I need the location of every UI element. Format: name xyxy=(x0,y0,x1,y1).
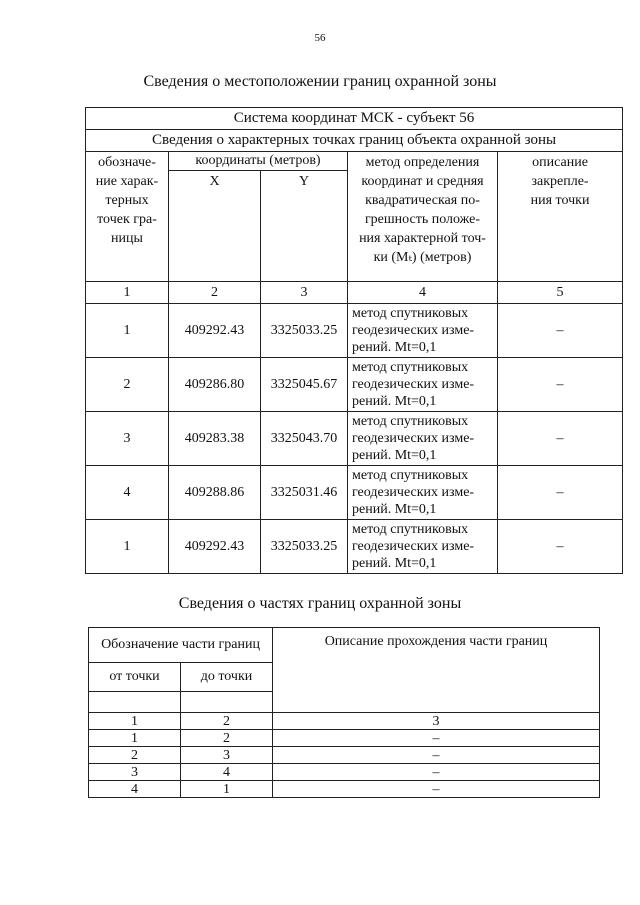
header-point-designation: обозначе- ние харак- терных точек гра- ницы xyxy=(86,152,169,282)
point-cell: 1 xyxy=(86,520,169,574)
page-number: 56 xyxy=(314,32,326,44)
y-cell: 3325033.25 xyxy=(261,520,348,574)
description-cell: – xyxy=(498,412,623,466)
to-cell: 3 xyxy=(181,747,273,764)
column-index: 1 xyxy=(86,282,169,304)
header-y: Y xyxy=(261,171,348,282)
x-cell: 409283.38 xyxy=(169,412,261,466)
method-cell: метод спутниковых геодезических изме- рений. Mt=0,1 xyxy=(348,466,498,520)
header-method: метод определения координат и средняя квадратическая по- грешность положе- ния характерной точ- ки (Mₜ) (метров) xyxy=(348,152,498,282)
table-row xyxy=(86,412,623,466)
to-cell: 2 xyxy=(181,713,273,730)
desc-cell: – xyxy=(273,781,600,798)
x-cell: 409286.80 xyxy=(169,358,261,412)
section-heading-boundaries: Сведения о местоположении границ охранной зоны xyxy=(143,73,497,90)
points-table xyxy=(85,107,623,574)
method-cell: метод спутниковых геодезических изме- рений. Mt=0,1 xyxy=(348,412,498,466)
y-cell: 3325031.46 xyxy=(261,466,348,520)
desc-cell: – xyxy=(273,730,600,747)
table-row xyxy=(89,747,600,764)
header-from-point: от точки xyxy=(89,663,181,692)
x-cell: 409292.43 xyxy=(169,520,261,574)
from-cell: 4 xyxy=(89,781,181,798)
table-row xyxy=(89,713,600,730)
from-cell: 2 xyxy=(89,747,181,764)
to-cell: 1 xyxy=(181,781,273,798)
method-cell: метод спутниковых геодезических изме- рений. Mt=0,1 xyxy=(348,304,498,358)
points-table-title: Сведения о характерных точках границ объекта охранной зоны xyxy=(86,130,623,152)
parts-table xyxy=(88,627,600,798)
point-cell: 1 xyxy=(86,304,169,358)
header-to-point: до точки xyxy=(181,663,273,692)
header-description: описание закрепле- ния точки xyxy=(498,152,623,282)
y-cell: 3325043.70 xyxy=(261,412,348,466)
desc-cell: 3 xyxy=(273,713,600,730)
header-x: X xyxy=(169,171,261,282)
y-cell: 3325045.67 xyxy=(261,358,348,412)
table-row xyxy=(86,304,623,358)
desc-cell: – xyxy=(273,747,600,764)
header-coordinates: координаты (метров) xyxy=(169,152,348,171)
section-heading-parts: Сведения о частях границ охранной зоны xyxy=(178,595,462,612)
header-spacer xyxy=(89,692,181,713)
table-row xyxy=(89,730,600,747)
y-cell: 3325033.25 xyxy=(261,304,348,358)
to-cell: 4 xyxy=(181,764,273,781)
from-cell: 1 xyxy=(89,730,181,747)
header-spacer xyxy=(181,692,273,713)
column-index: 4 xyxy=(348,282,498,304)
point-cell: 3 xyxy=(86,412,169,466)
from-cell: 1 xyxy=(89,713,181,730)
to-cell: 2 xyxy=(181,730,273,747)
x-cell: 409288.86 xyxy=(169,466,261,520)
x-cell: 409292.43 xyxy=(169,304,261,358)
method-cell: метод спутниковых геодезических изме- рений. Mt=0,1 xyxy=(348,358,498,412)
header-part-designation: Обозначение части границ xyxy=(89,628,273,663)
table-row xyxy=(86,466,623,520)
header-part-description: Описание прохождения части границ xyxy=(273,628,600,713)
table-row xyxy=(86,358,623,412)
column-index: 3 xyxy=(261,282,348,304)
point-cell: 2 xyxy=(86,358,169,412)
column-index: 5 xyxy=(498,282,623,304)
method-cell: метод спутниковых геодезических изме- рений. Mt=0,1 xyxy=(348,520,498,574)
description-cell: – xyxy=(498,520,623,574)
table-row xyxy=(89,764,600,781)
table-row xyxy=(86,520,623,574)
description-cell: – xyxy=(498,358,623,412)
table-row xyxy=(89,781,600,798)
desc-cell: – xyxy=(273,764,600,781)
point-cell: 4 xyxy=(86,466,169,520)
description-cell: – xyxy=(498,304,623,358)
from-cell: 3 xyxy=(89,764,181,781)
description-cell: – xyxy=(498,466,623,520)
column-index: 2 xyxy=(169,282,261,304)
coordinate-system-title: Система координат МСК - субъект 56 xyxy=(86,108,623,130)
